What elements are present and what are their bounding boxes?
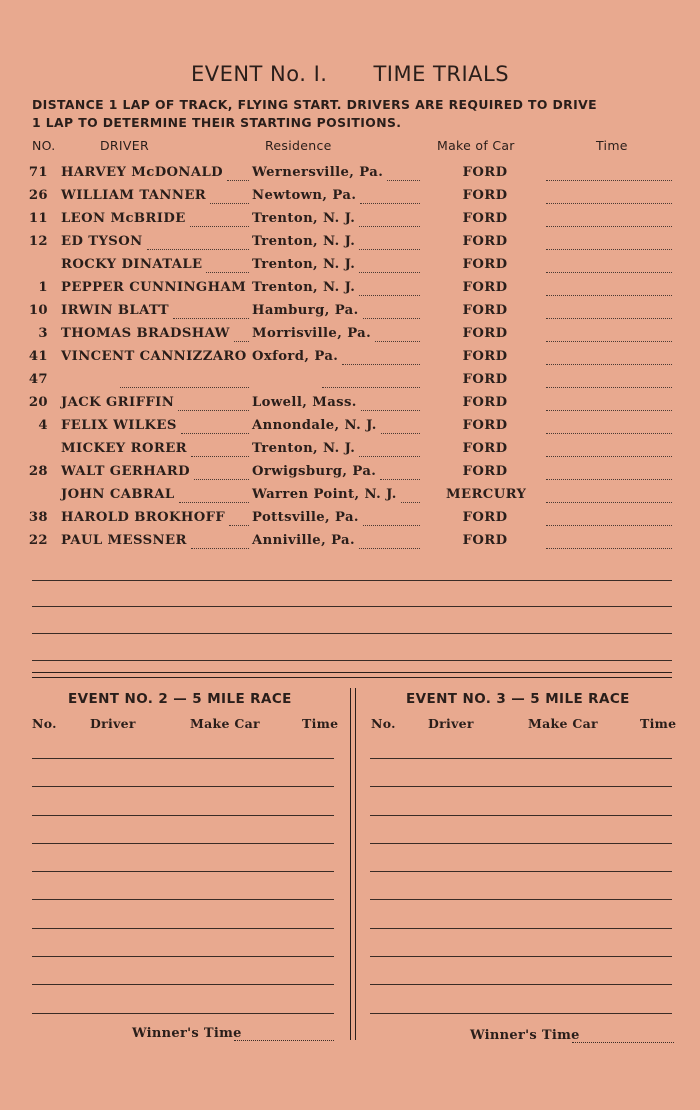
driver-name: MICKEY RORER	[61, 441, 187, 456]
race-entry-line	[370, 871, 672, 872]
race-entry-line	[32, 899, 334, 900]
leader-dots	[360, 203, 420, 204]
time-entry-line	[546, 548, 672, 549]
event3-header-time: Time	[640, 716, 677, 731]
race-entry-line	[32, 843, 334, 844]
race-entry-line	[32, 815, 334, 816]
car-make: FORD	[462, 165, 508, 180]
event2-header-driver: Driver	[90, 716, 136, 731]
table-row	[0, 211, 700, 234]
table-row	[0, 510, 700, 533]
car-make: FORD	[462, 464, 508, 479]
car-number: 1	[38, 280, 48, 295]
driver-name: VINCENT CANNIZZARO	[61, 349, 247, 364]
table-row	[0, 464, 700, 487]
table-row	[0, 372, 700, 395]
leader-dots	[380, 479, 420, 480]
car-make: FORD	[462, 326, 508, 341]
event1-intro-line1: DISTANCE 1 LAP OF TRACK, FLYING START. DRIVERS ARE REQUIRED TO DRIVE	[32, 97, 597, 112]
section-divider	[32, 677, 672, 678]
table-row	[0, 257, 700, 280]
leader-dots	[359, 548, 420, 549]
driver-residence: Hamburg, Pa.	[252, 303, 359, 318]
driver-residence: Annondale, N. J.	[252, 418, 377, 433]
car-number: 41	[28, 349, 48, 364]
blank-rule	[32, 660, 672, 661]
time-entry-line	[546, 479, 672, 480]
header-make: Make of Car	[437, 138, 515, 153]
driver-residence: Trenton, N. J.	[252, 234, 356, 249]
event1-title-left: EVENT No. I.	[190, 62, 328, 86]
race-entry-line	[370, 1013, 672, 1014]
race-entry-line	[32, 758, 334, 759]
time-entry-line	[546, 203, 672, 204]
leader-dots	[181, 433, 249, 434]
leader-dots	[363, 318, 420, 319]
driver-residence: Morrisville, Pa.	[252, 326, 372, 341]
time-entry-line	[546, 341, 672, 342]
table-row	[0, 188, 700, 211]
leader-dots	[147, 249, 249, 250]
table-row	[0, 441, 700, 464]
car-make: FORD	[462, 280, 508, 295]
car-number: 28	[28, 464, 48, 479]
leader-dots	[229, 525, 249, 526]
time-entry-line	[546, 364, 672, 365]
race-entry-line	[32, 1013, 334, 1014]
driver-residence: Anniville, Pa.	[252, 533, 355, 548]
car-number: 4	[38, 418, 48, 433]
car-make: FORD	[462, 533, 508, 548]
driver-name: FELIX WILKES	[61, 418, 177, 433]
column-divider	[350, 688, 351, 1040]
event1-intro	[32, 96, 682, 132]
leader-dots	[359, 295, 420, 296]
event1-intro-line2: 1 LAP TO DETERMINE THEIR STARTING POSITIONS.	[32, 115, 402, 130]
section-divider	[32, 672, 672, 673]
car-number: 11	[28, 211, 48, 226]
leader-dots	[179, 502, 249, 503]
event3-header-no: No.	[371, 716, 396, 731]
driver-residence: Warren Point, N. J.	[252, 487, 397, 502]
header-time: Time	[596, 138, 628, 153]
leader-dots	[359, 456, 420, 457]
event1-title	[0, 62, 700, 86]
leader-dots	[234, 341, 249, 342]
table-row	[0, 487, 700, 510]
header-no: NO.	[32, 138, 56, 153]
time-entry-line	[546, 387, 672, 388]
leader-dots	[361, 410, 420, 411]
race-entry-line	[370, 758, 672, 759]
race-entry-line	[370, 843, 672, 844]
table-row	[0, 395, 700, 418]
event2-winner-time-line	[234, 1040, 334, 1041]
car-number: 22	[28, 533, 48, 548]
leader-dots	[401, 502, 420, 503]
event2-winner-label: Winner's Time	[132, 1026, 242, 1041]
driver-name: JACK GRIFFIN	[61, 395, 175, 410]
time-entry-line	[546, 433, 672, 434]
car-number: 20	[28, 395, 48, 410]
driver-residence: Orwigsburg, Pa.	[252, 464, 377, 479]
leader-dots	[342, 364, 420, 365]
driver-residence: Lowell, Mass.	[252, 395, 357, 410]
race-entry-line	[32, 871, 334, 872]
event2-header-time: Time	[302, 716, 339, 731]
time-entry-line	[546, 318, 672, 319]
car-make: FORD	[462, 257, 508, 272]
header-residence: Residence	[265, 138, 332, 153]
column-divider	[355, 688, 356, 1040]
blank-rule	[32, 606, 672, 607]
leader-dots	[387, 180, 420, 181]
table-row	[0, 303, 700, 326]
race-entry-line	[370, 815, 672, 816]
event3-title: EVENT NO. 3 — 5 MILE RACE	[406, 691, 630, 707]
leader-dots	[178, 410, 249, 411]
leader-dots	[375, 341, 420, 342]
time-entry-line	[546, 502, 672, 503]
time-entry-line	[546, 525, 672, 526]
car-make: FORD	[462, 372, 508, 387]
leader-dots	[359, 226, 420, 227]
table-row	[0, 533, 700, 556]
driver-name: WILLIAM TANNER	[61, 188, 207, 203]
driver-residence: Newtown, Pa.	[252, 188, 357, 203]
car-number: 47	[28, 372, 48, 387]
leader-dots	[173, 318, 249, 319]
race-entry-line	[32, 786, 334, 787]
blank-rule	[32, 633, 672, 634]
driver-name: WALT GERHARD	[61, 464, 190, 479]
leader-dots	[359, 272, 420, 273]
time-entry-line	[546, 249, 672, 250]
table-row	[0, 418, 700, 441]
time-entry-line	[546, 226, 672, 227]
race-entry-line	[32, 928, 334, 929]
table-row	[0, 165, 700, 188]
race-entry-line	[370, 956, 672, 957]
driver-name: PEPPER CUNNINGHAM	[61, 280, 247, 295]
leader-dots	[190, 226, 249, 227]
driver-name: PAUL MESSNER	[61, 533, 187, 548]
leader-dots	[359, 249, 420, 250]
car-number: 38	[28, 510, 48, 525]
leader-dots	[381, 433, 420, 434]
leader-dots	[210, 203, 249, 204]
driver-name: ROCKY DINATALE	[61, 257, 203, 272]
car-make: FORD	[462, 395, 508, 410]
event2-title: EVENT NO. 2 — 5 MILE RACE	[68, 691, 292, 707]
car-make: FORD	[462, 441, 508, 456]
car-make: FORD	[462, 418, 508, 433]
car-make: MERCURY	[446, 487, 527, 502]
car-number: 10	[28, 303, 48, 318]
leader-dots	[120, 387, 249, 388]
event1-title-right: TIME TRIALS	[373, 62, 510, 86]
event3-winner-time-line	[572, 1042, 674, 1043]
race-entry-line	[32, 956, 334, 957]
driver-residence: Wernersville, Pa.	[252, 165, 384, 180]
driver-name: IRWIN BLATT	[61, 303, 169, 318]
race-entry-line	[370, 899, 672, 900]
driver-residence: Trenton, N. J.	[252, 211, 356, 226]
race-entry-line	[32, 984, 334, 985]
driver-residence: Pottsville, Pa.	[252, 510, 359, 525]
table-row	[0, 326, 700, 349]
driver-name: LEON McBRIDE	[61, 211, 186, 226]
car-number: 12	[28, 234, 48, 249]
time-entry-line	[546, 410, 672, 411]
driver-name: ED TYSON	[61, 234, 143, 249]
event3-winner-label: Winner's Time	[470, 1028, 580, 1043]
driver-name: HARVEY McDONALD	[61, 165, 224, 180]
leader-dots	[194, 479, 249, 480]
leader-dots	[191, 456, 249, 457]
race-entry-line	[370, 984, 672, 985]
blank-rule	[32, 580, 672, 581]
car-make: FORD	[462, 349, 508, 364]
driver-name: HAROLD BROKHOFF	[61, 510, 226, 525]
driver-name: JOHN CABRAL	[61, 487, 175, 502]
header-driver: DRIVER	[100, 138, 149, 153]
event2-header-make: Make Car	[190, 716, 260, 731]
event3-header-driver: Driver	[428, 716, 474, 731]
time-entry-line	[546, 180, 672, 181]
event3-header-make: Make Car	[528, 716, 598, 731]
leader-dots	[322, 387, 420, 388]
leader-dots	[363, 525, 420, 526]
table-row	[0, 234, 700, 257]
race-entry-line	[370, 928, 672, 929]
car-make: FORD	[462, 303, 508, 318]
leader-dots	[227, 180, 249, 181]
car-number: 71	[28, 165, 48, 180]
leader-dots	[206, 272, 249, 273]
time-entry-line	[546, 295, 672, 296]
car-make: FORD	[462, 234, 508, 249]
leader-dots	[191, 548, 249, 549]
car-make: FORD	[462, 188, 508, 203]
driver-name: THOMAS BRADSHAW	[61, 326, 230, 341]
driver-residence: Oxford, Pa.	[252, 349, 339, 364]
driver-residence: Trenton, N. J.	[252, 280, 356, 295]
driver-residence: Trenton, N. J.	[252, 257, 356, 272]
car-make: FORD	[462, 510, 508, 525]
event2-header-no: No.	[32, 716, 57, 731]
car-make: FORD	[462, 211, 508, 226]
driver-residence: Trenton, N. J.	[252, 441, 356, 456]
time-entry-line	[546, 456, 672, 457]
table-row	[0, 280, 700, 303]
car-number: 26	[28, 188, 48, 203]
table-row	[0, 349, 700, 372]
race-entry-line	[370, 786, 672, 787]
car-number: 3	[38, 326, 48, 341]
time-entry-line	[546, 272, 672, 273]
